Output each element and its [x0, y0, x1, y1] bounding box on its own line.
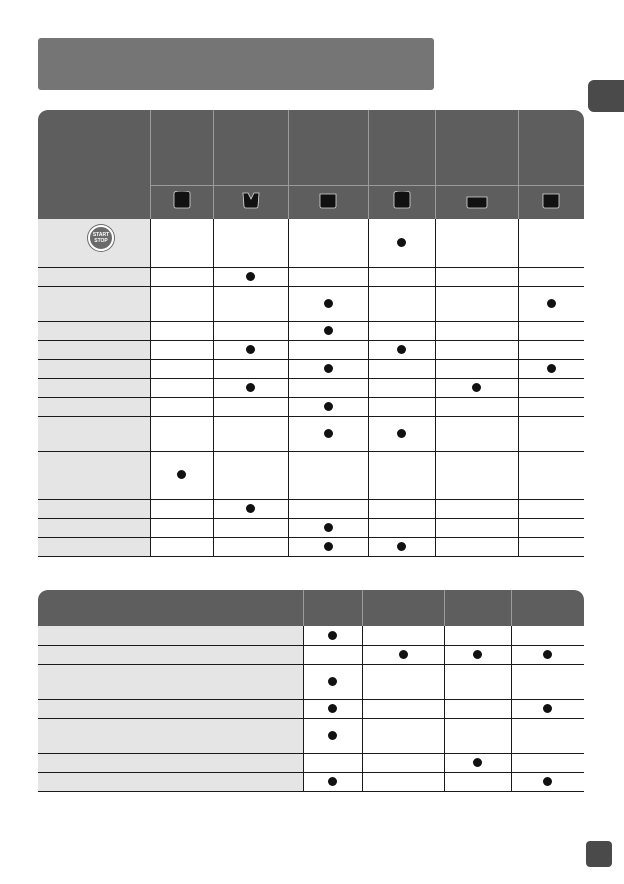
- table-cell: [368, 518, 435, 537]
- section-title-bar: [38, 38, 434, 90]
- table-row: [38, 518, 584, 537]
- table-cell: [368, 267, 435, 286]
- table-row: [38, 626, 584, 645]
- header-icon-cell: [435, 186, 518, 220]
- header-icon-cell: [150, 186, 213, 220]
- table-cell: [435, 286, 518, 321]
- table-cell: [288, 321, 368, 340]
- availability-dot: [543, 777, 552, 786]
- table-cell: [518, 451, 584, 499]
- availability-dot: [246, 345, 255, 354]
- table-cell: [518, 537, 584, 556]
- row-label-cell: [38, 664, 303, 699]
- table-cell: [303, 645, 362, 664]
- availability-dot: [324, 299, 333, 308]
- table-cell: [150, 378, 213, 397]
- start-stop-icon: [88, 225, 114, 251]
- row-label-cell: [38, 359, 150, 378]
- table-cell: [303, 718, 362, 753]
- table-row: [38, 753, 584, 772]
- table-cell: [435, 321, 518, 340]
- table-cell: [435, 397, 518, 416]
- table-cell: [288, 219, 368, 267]
- table-row: [38, 451, 584, 499]
- availability-dot: [324, 429, 333, 438]
- header-corner: [38, 110, 150, 219]
- table-cell: [288, 518, 368, 537]
- availability-dot: [397, 542, 406, 551]
- table-cell: [511, 772, 584, 791]
- table-cell: [435, 267, 518, 286]
- availability-dot: [472, 383, 481, 392]
- table-cell: [362, 645, 444, 664]
- table-cell: [368, 537, 435, 556]
- table-cell: [435, 340, 518, 359]
- table-cell: [213, 518, 288, 537]
- availability-dot: [324, 326, 333, 335]
- availability-dot: [473, 758, 482, 767]
- table-cell: [213, 499, 288, 518]
- header-icon-cell: [368, 186, 435, 220]
- table-cell: [511, 718, 584, 753]
- table-header-row: [38, 110, 584, 186]
- table-cell: [150, 219, 213, 267]
- table-row: [38, 718, 584, 753]
- table-cell: [213, 359, 288, 378]
- table-cell: [213, 397, 288, 416]
- table-cell: [150, 340, 213, 359]
- table-cell: [444, 718, 511, 753]
- row-label-cell: [38, 378, 150, 397]
- table-row: [38, 397, 584, 416]
- program-compatibility-table: [38, 110, 584, 557]
- table-cell: [518, 416, 584, 451]
- header-icon-cell: [288, 186, 368, 220]
- table-cell: [368, 397, 435, 416]
- row-label-cell: [38, 699, 303, 718]
- table-cell: [303, 626, 362, 645]
- availability-dot: [397, 429, 406, 438]
- table-cell: [150, 451, 213, 499]
- table-cell: [362, 699, 444, 718]
- table-cell: [518, 397, 584, 416]
- table-cell: [362, 772, 444, 791]
- table-cell: [518, 518, 584, 537]
- table-cell: [435, 499, 518, 518]
- table-cell: [213, 451, 288, 499]
- cone-pot-icon: [240, 191, 262, 214]
- table-cell: [362, 718, 444, 753]
- table-cell: [303, 772, 362, 791]
- page-number-badge: [586, 841, 612, 867]
- row-label-cell: [38, 499, 150, 518]
- tall-pot-icon: [391, 191, 413, 214]
- table-cell: [518, 378, 584, 397]
- availability-dot: [328, 731, 337, 740]
- table-cell: [368, 378, 435, 397]
- table-cell: [435, 537, 518, 556]
- row-label-cell: [38, 340, 150, 359]
- table-cell: [150, 267, 213, 286]
- table-cell: [518, 340, 584, 359]
- table-cell: [213, 378, 288, 397]
- row-label-cell: [38, 537, 150, 556]
- header-icon-cell: [213, 186, 288, 220]
- table-row: [38, 219, 584, 267]
- table-cell: [511, 664, 584, 699]
- availability-dot: [328, 677, 337, 686]
- square-pot-icon: [317, 191, 339, 214]
- row-label-cell: [38, 718, 303, 753]
- table-cell: [362, 753, 444, 772]
- header-cell: [368, 110, 435, 186]
- table-cell: [150, 321, 213, 340]
- header-cell: [518, 110, 584, 186]
- table-row: [38, 267, 584, 286]
- table-cell: [213, 286, 288, 321]
- table-row: [38, 645, 584, 664]
- row-label-cell: [38, 267, 150, 286]
- table-cell: [435, 378, 518, 397]
- table-cell: [213, 219, 288, 267]
- availability-dot: [543, 704, 552, 713]
- availability-dot: [397, 345, 406, 354]
- table-row: [38, 340, 584, 359]
- header-cell: [511, 590, 584, 626]
- table-cell: [150, 397, 213, 416]
- table-cell: [288, 451, 368, 499]
- availability-dot: [543, 650, 552, 659]
- chapter-tab-marker: [588, 80, 624, 112]
- table-row: [38, 537, 584, 556]
- table-row: [38, 286, 584, 321]
- table-row: [38, 499, 584, 518]
- table-cell: [213, 267, 288, 286]
- availability-dot: [324, 523, 333, 532]
- table-cell: [368, 416, 435, 451]
- availability-dot: [473, 650, 482, 659]
- table-cell: [444, 626, 511, 645]
- table-cell: [518, 321, 584, 340]
- table-cell: [435, 518, 518, 537]
- table-cell: [150, 416, 213, 451]
- row-label-cell: [38, 626, 303, 645]
- table-row: [38, 378, 584, 397]
- table-cell: [368, 499, 435, 518]
- table-cell: [288, 359, 368, 378]
- table-row: [38, 772, 584, 791]
- table-row: [38, 359, 584, 378]
- availability-dot: [547, 299, 556, 308]
- availability-dot: [324, 364, 333, 373]
- availability-dot: [547, 364, 556, 373]
- table-cell: [511, 699, 584, 718]
- table-cell: [288, 416, 368, 451]
- table-cell: [518, 219, 584, 267]
- availability-dot: [328, 631, 337, 640]
- table-cell: [150, 537, 213, 556]
- availability-dot: [246, 383, 255, 392]
- row-label-cell: [38, 397, 150, 416]
- wide-pot-icon: [466, 191, 488, 214]
- table-cell: [368, 286, 435, 321]
- table-cell: [435, 416, 518, 451]
- row-label-cell: [38, 286, 150, 321]
- table-row: [38, 321, 584, 340]
- table-cell: [150, 286, 213, 321]
- availability-dot: [397, 238, 406, 247]
- table-cell: [288, 378, 368, 397]
- table-cell: [303, 664, 362, 699]
- availability-dot: [246, 272, 255, 281]
- table-cell: [435, 359, 518, 378]
- header-cell: [150, 110, 213, 186]
- header-icon-cell: [518, 186, 584, 220]
- availability-dot: [328, 777, 337, 786]
- table-cell: [288, 397, 368, 416]
- row-label-cell: [38, 451, 150, 499]
- table-cell: [368, 359, 435, 378]
- table-cell: [444, 753, 511, 772]
- table-cell: [518, 286, 584, 321]
- row-label-cell: [38, 416, 150, 451]
- table-cell: [368, 451, 435, 499]
- header-cell: [362, 590, 444, 626]
- header-cell: [435, 110, 518, 186]
- header-cell: [444, 590, 511, 626]
- table-cell: [444, 664, 511, 699]
- header-corner: [38, 590, 303, 626]
- table-cell: [518, 499, 584, 518]
- availability-dot: [328, 704, 337, 713]
- header-cell: [288, 110, 368, 186]
- start-stop-icon-line1: START: [92, 232, 110, 238]
- table-cell: [511, 626, 584, 645]
- table-cell: [518, 267, 584, 286]
- table-cell: [213, 416, 288, 451]
- table-cell: [288, 267, 368, 286]
- availability-dot: [324, 542, 333, 551]
- row-label-cell: [38, 645, 303, 664]
- table-cell: [368, 321, 435, 340]
- table-cell: [444, 699, 511, 718]
- table-cell: [213, 340, 288, 359]
- table-cell: [288, 340, 368, 359]
- table-row: [38, 699, 584, 718]
- header-cell: [303, 590, 362, 626]
- table-cell: [368, 340, 435, 359]
- table-cell: [435, 219, 518, 267]
- table-cell: [150, 518, 213, 537]
- table-cell: [150, 359, 213, 378]
- table-cell: [368, 219, 435, 267]
- table-cell: [213, 321, 288, 340]
- table-cell: [213, 537, 288, 556]
- availability-dot: [246, 504, 255, 513]
- table-cell: [362, 626, 444, 645]
- accessory-compatibility-table: [38, 590, 584, 792]
- availability-dot: [177, 470, 186, 479]
- table-cell: [303, 753, 362, 772]
- availability-dot: [399, 650, 408, 659]
- tall-pot-icon: [171, 191, 193, 214]
- table-row: [38, 416, 584, 451]
- table-cell: [444, 772, 511, 791]
- table-cell: [518, 359, 584, 378]
- table-cell: [303, 699, 362, 718]
- header-cell: [213, 110, 288, 186]
- start-stop-icon-line2: STOP: [94, 238, 108, 244]
- table-cell: [511, 753, 584, 772]
- row-label-cell: [38, 518, 150, 537]
- row-label-cell: [38, 753, 303, 772]
- table-cell: [511, 645, 584, 664]
- row-label-cell: [38, 772, 303, 791]
- table-cell: [150, 499, 213, 518]
- table-cell: [444, 645, 511, 664]
- table-cell: [435, 451, 518, 499]
- table-cell: [288, 537, 368, 556]
- square-pot-icon: [540, 191, 562, 214]
- table-header-row: [38, 590, 584, 626]
- row-label-cell: [38, 321, 150, 340]
- table-row: [38, 664, 584, 699]
- table-cell: [288, 499, 368, 518]
- table-cell: [288, 286, 368, 321]
- availability-dot: [324, 402, 333, 411]
- row-label-cell: [38, 219, 150, 267]
- table-cell: [362, 664, 444, 699]
